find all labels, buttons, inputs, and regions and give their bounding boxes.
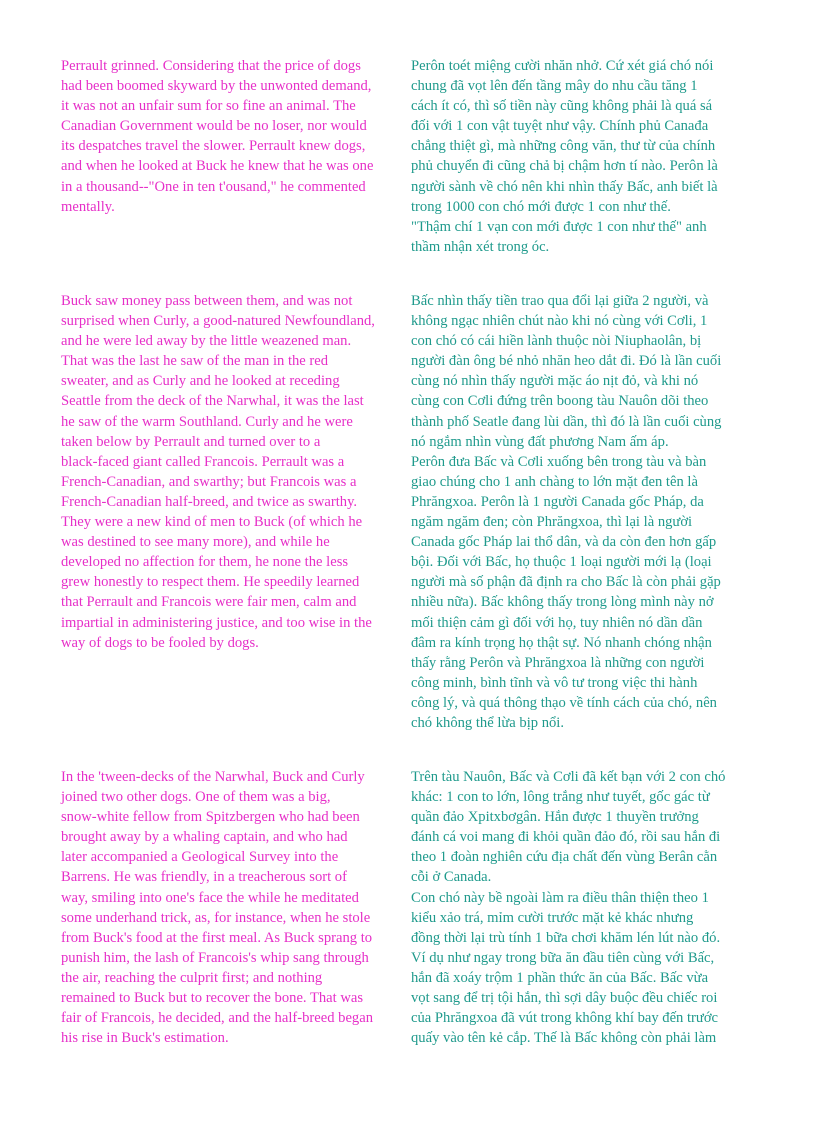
text-line: mối thiện cảm gì đối với họ, tuy nhiên nó dần dần: [411, 614, 703, 631]
text-line: that Perrault and Francois were fair men, calm and: [61, 594, 357, 611]
text-line: chó không thể lừa bịp nổi.: [411, 714, 565, 731]
text-line: mentally.: [61, 198, 115, 215]
text-line: thấy rằng Perôn và Phrăngxoa là những con người: [411, 654, 705, 671]
text-line: cùng con Cơli đứng trên boong tàu Nauôn dõi theo: [411, 393, 709, 410]
text-line: người đàn ông bé nhỏ nhăn heo dắt đi. Đó là lần cuối: [411, 353, 722, 370]
text-line: ngăm ngăm đen; còn Phrăngxoa, thì lại là người: [411, 514, 693, 531]
text-line: quần đảo Xpitxbơgân. Hắn được 1 thuyền trưởng: [411, 809, 699, 826]
text-line: thành phố Seatle đang lùi dần, thì đó là lần cuối cùng: [411, 413, 722, 430]
text-line: in a thousand--"One in ten t'ousand," he commented: [61, 178, 366, 195]
text-line: French-Canadian half-breed, and twice as swarthy.: [61, 493, 358, 510]
text-line: his rise in Buck's estimation.: [61, 1030, 229, 1047]
text-line: They were a new kind of men to Buck (of which he: [61, 514, 363, 531]
text-line: grew honestly to respect them. He speedily learned: [61, 574, 360, 591]
text-line: giao chúng cho 1 anh chàng to lớn mặt đen tên là: [411, 473, 698, 490]
text-line: chẳng thiệt gì, mà những công văn, thư từ của chính: [411, 138, 716, 155]
text-line: taken below by Perrault and turned over to a: [61, 433, 321, 450]
text-line: was destined to see many more), and while he: [61, 534, 330, 551]
text-line: Seattle from the deck of the Narwhal, it was the last: [61, 393, 364, 410]
text-line: joined two other dogs. One of them was a big,: [61, 789, 331, 806]
text-line: and he were led away by the little weazened man.: [61, 333, 352, 350]
text-line: developed no affection for them, he none the less: [61, 554, 349, 571]
text-line: kiểu xảo trá, mỉm cười trước mặt kẻ khác nhưng: [411, 909, 694, 926]
english-paragraph: [61, 767, 407, 1048]
text-line: cùng nó nhìn thấy người mặc áo nịt đỏ, và khi nó: [411, 373, 699, 390]
english-paragraph: [61, 56, 407, 217]
text-line: Perôn đưa Bấc và Cơli xuống bên trong tàu và bàn: [411, 453, 707, 470]
text-line: phủ chuyển đi cũng chả bị chậm hơn tí nào. Perôn là: [411, 158, 718, 175]
text-line: way, smiling into one's face the while he meditated: [61, 889, 359, 906]
text-line: quấy vào tên kẻ cắp. Thế là Bấc không còn phải làm: [411, 1030, 717, 1047]
text-line: chung đã vọt lên đến tầng mây do nhu cầu tăng 1: [411, 78, 698, 95]
text-line: "Thậm chí 1 vạn con mới được 1 con như thế" anh: [411, 218, 707, 235]
english-paragraph: [61, 291, 407, 653]
vietnamese-paragraph: [411, 767, 771, 1048]
text-line: Phrăngxoa. Perôn là 1 người Canada gốc Pháp, da: [411, 493, 704, 510]
text-line: Perrault grinned. Considering that the price of dogs: [61, 58, 361, 74]
text-line: đâm ra kính trọng họ thật sự. Nó nhanh chóng nhận: [411, 634, 712, 651]
text-line: surprised when Curly, a good-natured Newfoundland,: [61, 313, 375, 330]
text-line: theo 1 đoàn nghiên cứu địa chất đến vùng Berân cằn: [411, 849, 718, 866]
text-line: nhiều nữa). Bấc không thấy trong lòng mình này nở: [411, 594, 714, 611]
text-line: không ngạc nhiên chút nào khi nó cùng với Cơli, 1: [411, 313, 708, 330]
text-line: brought away by a whaling captain, and who had: [61, 829, 348, 846]
text-line: way of dogs to be fooled by dogs.: [61, 634, 259, 651]
text-line: impartial in administering justice, and too wise in the: [61, 614, 372, 631]
text-line: Trên tàu Nauôn, Bấc và Cơli đã kết bạn với 2 con chó: [411, 769, 726, 785]
text-line: French-Canadian, and swarthy; but Francois was a: [61, 473, 357, 490]
text-line: fair of Francois, he decided, and the half-breed began: [61, 1010, 374, 1027]
text-line: đồng thời lại trù tính 1 bữa chơi khăm lén lút nào đó.: [411, 929, 721, 946]
text-line: punish him, the lash of Francois's whip sang through: [61, 949, 369, 966]
text-line: trong 1000 con chó mới được 1 con như thế.: [411, 198, 671, 215]
text-line: người mà số phận đã định ra cho Bấc là còn phải gặp: [411, 574, 721, 591]
text-line: it was not an unfair sum for so fine an animal. The: [61, 98, 356, 115]
text-line: Canadian Government would be no loser, nor would: [61, 118, 367, 135]
vietnamese-paragraph: [411, 56, 771, 257]
text-line: bội. Đối với Bấc, họ thuộc 1 loại người mới lạ (loại: [411, 554, 712, 571]
text-line: con chó có cái hiền lành thuộc nòi Niuphaolân, bị: [411, 333, 702, 350]
text-line: vọt sang để trị tội hắn, thì sợi dây buộc đều chiếc roi: [411, 990, 718, 1007]
text-line: he saw of the warm Southland. Curly and he were: [61, 413, 353, 430]
text-line: của Phrăngxoa đã vút trong không khí bay đến trước: [411, 1010, 719, 1027]
text-line: sweater, and as Curly and he looked at receding: [61, 373, 340, 390]
text-line: from Buck's food at the first meal. As Buck sprang to: [61, 929, 373, 946]
text-line: remained to Buck but to recover the bone. That was: [61, 990, 364, 1007]
text-line: later accompanied a Geological Survey into the: [61, 849, 339, 866]
text-line: thầm nhận xét trong óc.: [411, 238, 550, 255]
text-line: Bấc nhìn thấy tiền trao qua đổi lại giữa 2 người, và: [411, 293, 709, 309]
text-line: Perôn toét miệng cười nhăn nhở. Cứ xét giá chó nói: [411, 58, 714, 74]
text-line: hắn đã xoáy trộm 1 phần thức ăn của Bấc. Bấc vừa: [411, 969, 709, 986]
text-line: In the 'tween-decks of the Narwhal, Buck and Curly: [61, 769, 365, 785]
text-line: công minh, bình tĩnh và vô tư trong việc thi hành: [411, 674, 698, 691]
text-line: người sành về chó nên khi nhìn thấy Bấc, anh biết là: [411, 178, 718, 195]
text-line: snow-white fellow from Spitzbergen who had been: [61, 809, 360, 826]
text-line: khác: 1 con to lớn, lông trắng như tuyết, gốc gác từ: [411, 789, 710, 806]
text-line: đánh cá voi mang đi khỏi quần đảo đó, rồi sau hắn đi: [411, 829, 721, 846]
text-line: cách ít có, thì số tiền này cũng không phải là quá sá: [411, 98, 713, 115]
vietnamese-paragraph: [411, 291, 771, 733]
text-line: đối với 1 con vật tuyệt như vậy. Chính phủ Canađa: [411, 118, 709, 135]
text-line: Canada gốc Pháp lai thổ dân, và da còn đen hơn gấp: [411, 534, 717, 551]
text-line: That was the last he saw of the man in the red: [61, 353, 329, 370]
text-line: cỗi ở Canada.: [411, 869, 492, 886]
text-line: Ví dụ như ngay trong bữa ăn đầu tiên cùng với Bấc,: [411, 949, 715, 966]
text-line: Con chó này bề ngoài làm ra điều thân thiện theo 1: [411, 889, 709, 906]
text-line: and when he looked at Buck he knew that he was one: [61, 158, 374, 175]
text-line: the air, reaching the culprit first; and nothing: [61, 969, 323, 986]
text-line: công lý, và quá thông thạo về tính cách của chó, nên: [411, 694, 717, 711]
text-line: its despatches travel the slower. Perrault knew dogs,: [61, 138, 366, 155]
text-line: had been boomed skyward by the unwonted demand,: [61, 78, 372, 95]
text-line: nó ngắm nhìn vùng đất phương Nam ấm áp.: [411, 433, 669, 450]
text-line: Buck saw money pass between them, and was not: [61, 293, 353, 309]
text-line: black-faced giant called Francois. Perrault was a: [61, 453, 345, 470]
text-line: Barrens. He was friendly, in a treacherous sort of: [61, 869, 347, 886]
text-line: some underhand trick, as, for instance, when he stole: [61, 909, 371, 926]
